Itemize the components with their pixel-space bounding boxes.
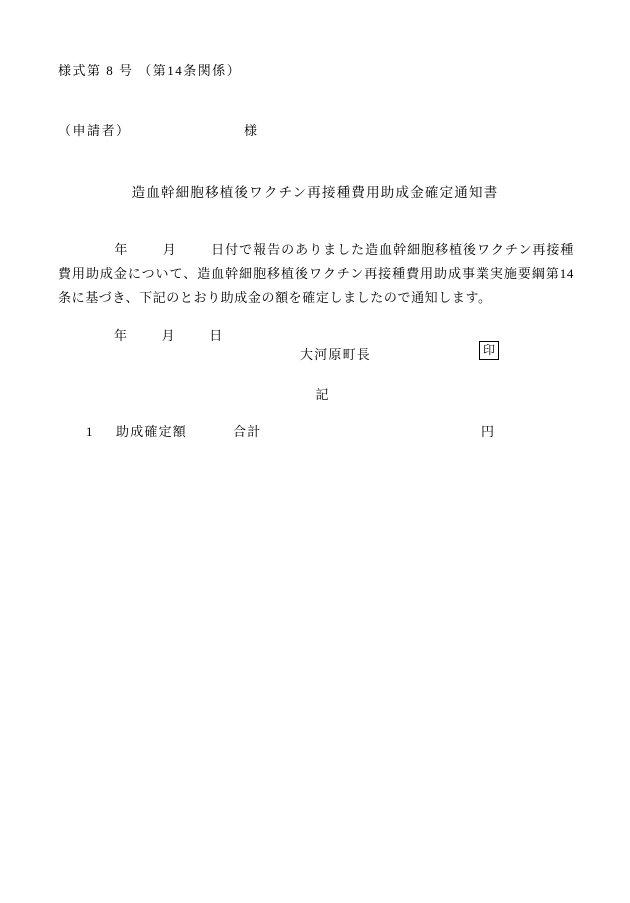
- seal-stamp-box: 印: [479, 341, 499, 360]
- form-number: 様式第 8 号 （第14条関係）: [58, 63, 242, 78]
- body-line3: 綱第14条に基づき、下記のとおり助成金の額を確定しましたので通知します。: [58, 266, 575, 305]
- signer-name: 大河原町長: [300, 347, 372, 362]
- applicant-honorific: 様: [244, 123, 259, 138]
- ki-heading: [0, 384, 630, 403]
- date-line: [114, 325, 223, 344]
- body-line1-rest: 日付で報告のありました造血幹細胞移植後ワクチン再接: [210, 242, 561, 257]
- body-year: 年: [114, 242, 129, 257]
- ki-heading-text: 記: [315, 387, 329, 402]
- item-number: 1: [86, 424, 94, 439]
- body-line2: 種費用助成金について、造血幹細胞移植後ワクチン再接種費用助成事業実施要: [58, 242, 574, 281]
- applicant-label: （申請者）: [58, 123, 131, 138]
- applicant-row: [58, 120, 558, 139]
- item-total-label: 合計: [233, 424, 262, 439]
- date-day: 日: [209, 328, 223, 343]
- body-month: 月: [162, 242, 177, 257]
- body-text: [58, 238, 574, 310]
- item-currency-unit: 円: [481, 424, 496, 439]
- date-year: 年: [114, 328, 128, 343]
- item-label: 助成確定額: [116, 424, 188, 439]
- document-title: 造血幹細胞移植後ワクチン再接種費用助成金確定通知書: [131, 185, 499, 200]
- date-month: 月: [161, 328, 176, 343]
- grant-amount-row: [86, 421, 496, 440]
